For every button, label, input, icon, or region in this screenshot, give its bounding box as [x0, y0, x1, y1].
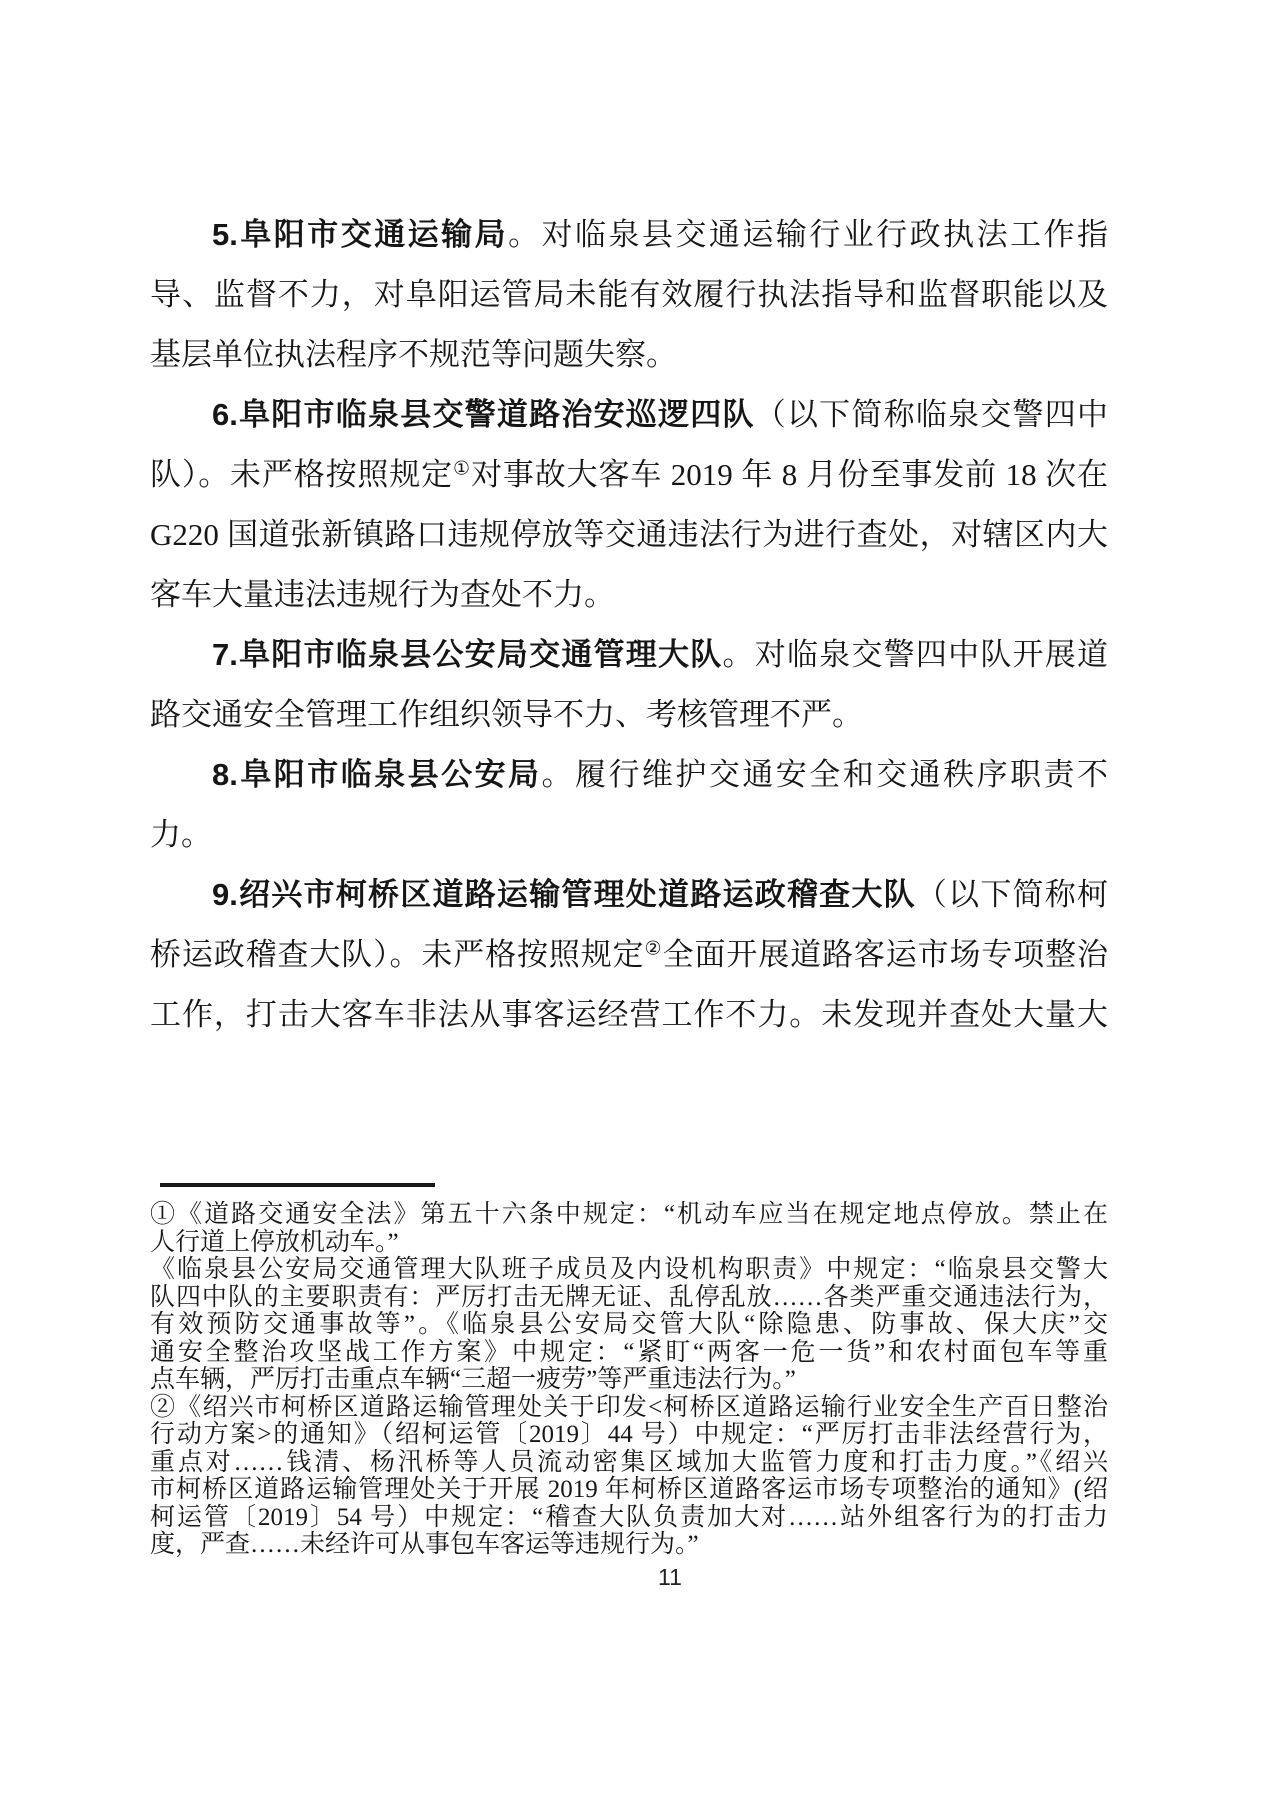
- org-name-heading: 5.阜阳市交通运输局: [212, 217, 509, 252]
- org-name-heading: 6.阜阳市临泉县交警道路治安巡逻四队: [212, 397, 755, 432]
- text-segment: 工作，打击大客车非法从事客运经营工作不力。未发现并查处大量大: [150, 997, 1108, 1032]
- footnote-1-part-1: [150, 1201, 1108, 1256]
- paragraph-item-7: [150, 625, 1108, 745]
- text-segment: （以下简称临泉交警四中: [754, 397, 1108, 432]
- text-segment: 有效预防交通事故等”。《临泉县公安局交管大队“除隐患、防事故、保大庆”交: [150, 1311, 1108, 1338]
- page-number: 11: [658, 1564, 682, 1590]
- text-segment: G220 国道张新镇路口违规停放等交通违法行为进行查处，对辖区内大: [150, 517, 1108, 552]
- text-line: [150, 385, 1108, 445]
- text-line: [150, 1366, 1108, 1394]
- text-line: [150, 1339, 1108, 1367]
- text-line: [150, 1201, 1108, 1229]
- text-line: [150, 445, 1108, 505]
- text-line: [150, 1284, 1108, 1312]
- text-line: [150, 625, 1108, 685]
- text-segment: 点车辆，严厉打击重点车辆“三超一疲劳”等严重违法行为。”: [150, 1366, 796, 1393]
- text-line: [150, 505, 1108, 565]
- text-line: [150, 1476, 1108, 1504]
- text-line: [150, 1311, 1108, 1339]
- text-line: [150, 1256, 1108, 1284]
- text-line: [150, 1531, 1108, 1559]
- text-segment: 路交通安全管理工作组织领导不力、考核管理不严。: [150, 697, 863, 732]
- org-name-heading: 8.阜阳市临泉县公安局: [212, 757, 542, 792]
- text-segment: （以下简称柯: [915, 877, 1108, 912]
- main-text: [150, 205, 1108, 1045]
- text-segment: 市柯桥区道路运输管理处关于开展 2019 年柯桥区道路客运市场专项整治的通知》(绍: [150, 1476, 1108, 1503]
- text-segment: 《临泉县公安局交通管理大队班子成员及内设机构职责》中规定：“临泉县交警大: [150, 1256, 1108, 1283]
- footnote-ref-2: ②: [644, 938, 663, 960]
- text-segment: 。对临泉交警四中队开展道: [722, 637, 1109, 672]
- text-segment: 柯运管〔2019〕54 号）中规定：“稽查大队负责加大对……站外组客行为的打击力: [150, 1503, 1108, 1531]
- text-line: [150, 745, 1108, 805]
- footnotes: [150, 1201, 1108, 1559]
- text-segment: 导、监督不力，对阜阳运管局未能有效履行执法指导和监督职能以及: [150, 277, 1108, 312]
- text-line: [150, 1504, 1108, 1532]
- text-line: [150, 565, 1108, 625]
- paragraph-item-9: [150, 865, 1108, 1045]
- text-line: [150, 865, 1108, 925]
- text-segment: 桥运政稽查大队）。未严格按照规定: [150, 937, 645, 972]
- text-line: [150, 1449, 1108, 1477]
- text-segment: 队）。未严格按照规定: [150, 457, 453, 492]
- text-line: [150, 1421, 1108, 1449]
- text-segment: ①《道路交通安全法》第五十六条中规定：“机动车应当在规定地点停放。禁止在: [150, 1201, 1108, 1228]
- paragraph-item-6: [150, 385, 1108, 625]
- paragraph-item-8: [150, 745, 1108, 865]
- footnote-1-part-2: [150, 1256, 1108, 1394]
- text-segment: 人行道上停放机动车。”: [150, 1228, 399, 1256]
- text-line: [150, 1229, 1108, 1257]
- text-line: [150, 325, 1108, 385]
- footnote-ref-1: ①: [452, 458, 472, 480]
- footnote-separator: [160, 1183, 435, 1187]
- text-segment: 。对临泉县交通运输行业行政执法工作指: [508, 217, 1108, 252]
- text-segment: 基层单位执法程序不规范等问题失察。: [150, 337, 677, 372]
- footnote-2: [150, 1394, 1108, 1559]
- text-segment: 全面开展道路客运市场专项整治: [662, 937, 1108, 972]
- text-segment: 通安全整治攻坚战工作方案》中规定：“紧盯“两客一危一货”和农村面包车等重: [150, 1338, 1108, 1366]
- text-line: [150, 985, 1108, 1045]
- paragraph-item-5: [150, 205, 1108, 385]
- text-segment: 度，严查……未经许可从事包车客运等违规行为。”: [150, 1531, 699, 1558]
- text-segment: 。履行维护交通安全和交通秩序职责不: [541, 757, 1109, 792]
- text-segment: 对事故大客车 2019 年 8 月份至事发前 18 次在: [471, 457, 1109, 492]
- text-segment: 队四中队的主要职责有：严厉打击无牌无证、乱停乱放……各类严重交通违法行为，: [150, 1283, 1108, 1311]
- text-line: [150, 685, 1108, 745]
- text-segment: 重点对……钱清、杨汛桥等人员流动密集区域加大监管力度和打击力度。”《绍兴: [150, 1448, 1108, 1476]
- text-line: [150, 1394, 1108, 1422]
- text-line: [150, 205, 1108, 265]
- org-name-heading: 9.绍兴市柯桥区道路运输管理处道路运政稽查大队: [212, 877, 916, 912]
- text-line: [150, 925, 1108, 985]
- text-line: [150, 265, 1108, 325]
- text-line: [150, 805, 1108, 865]
- text-segment: ②《绍兴市柯桥区道路运输管理处关于印发<柯桥区道路运输行业安全生产百日整治: [150, 1393, 1108, 1421]
- text-segment: 客车大量违法违规行为查处不力。: [150, 577, 615, 612]
- text-segment: 行动方案>的通知》（绍柯运管〔2019〕44 号）中规定：“严厉打击非法经营行为，: [150, 1421, 1108, 1448]
- org-name-heading: 7.阜阳市临泉县公安局交通管理大队: [212, 637, 723, 672]
- text-segment: 力。: [150, 817, 212, 852]
